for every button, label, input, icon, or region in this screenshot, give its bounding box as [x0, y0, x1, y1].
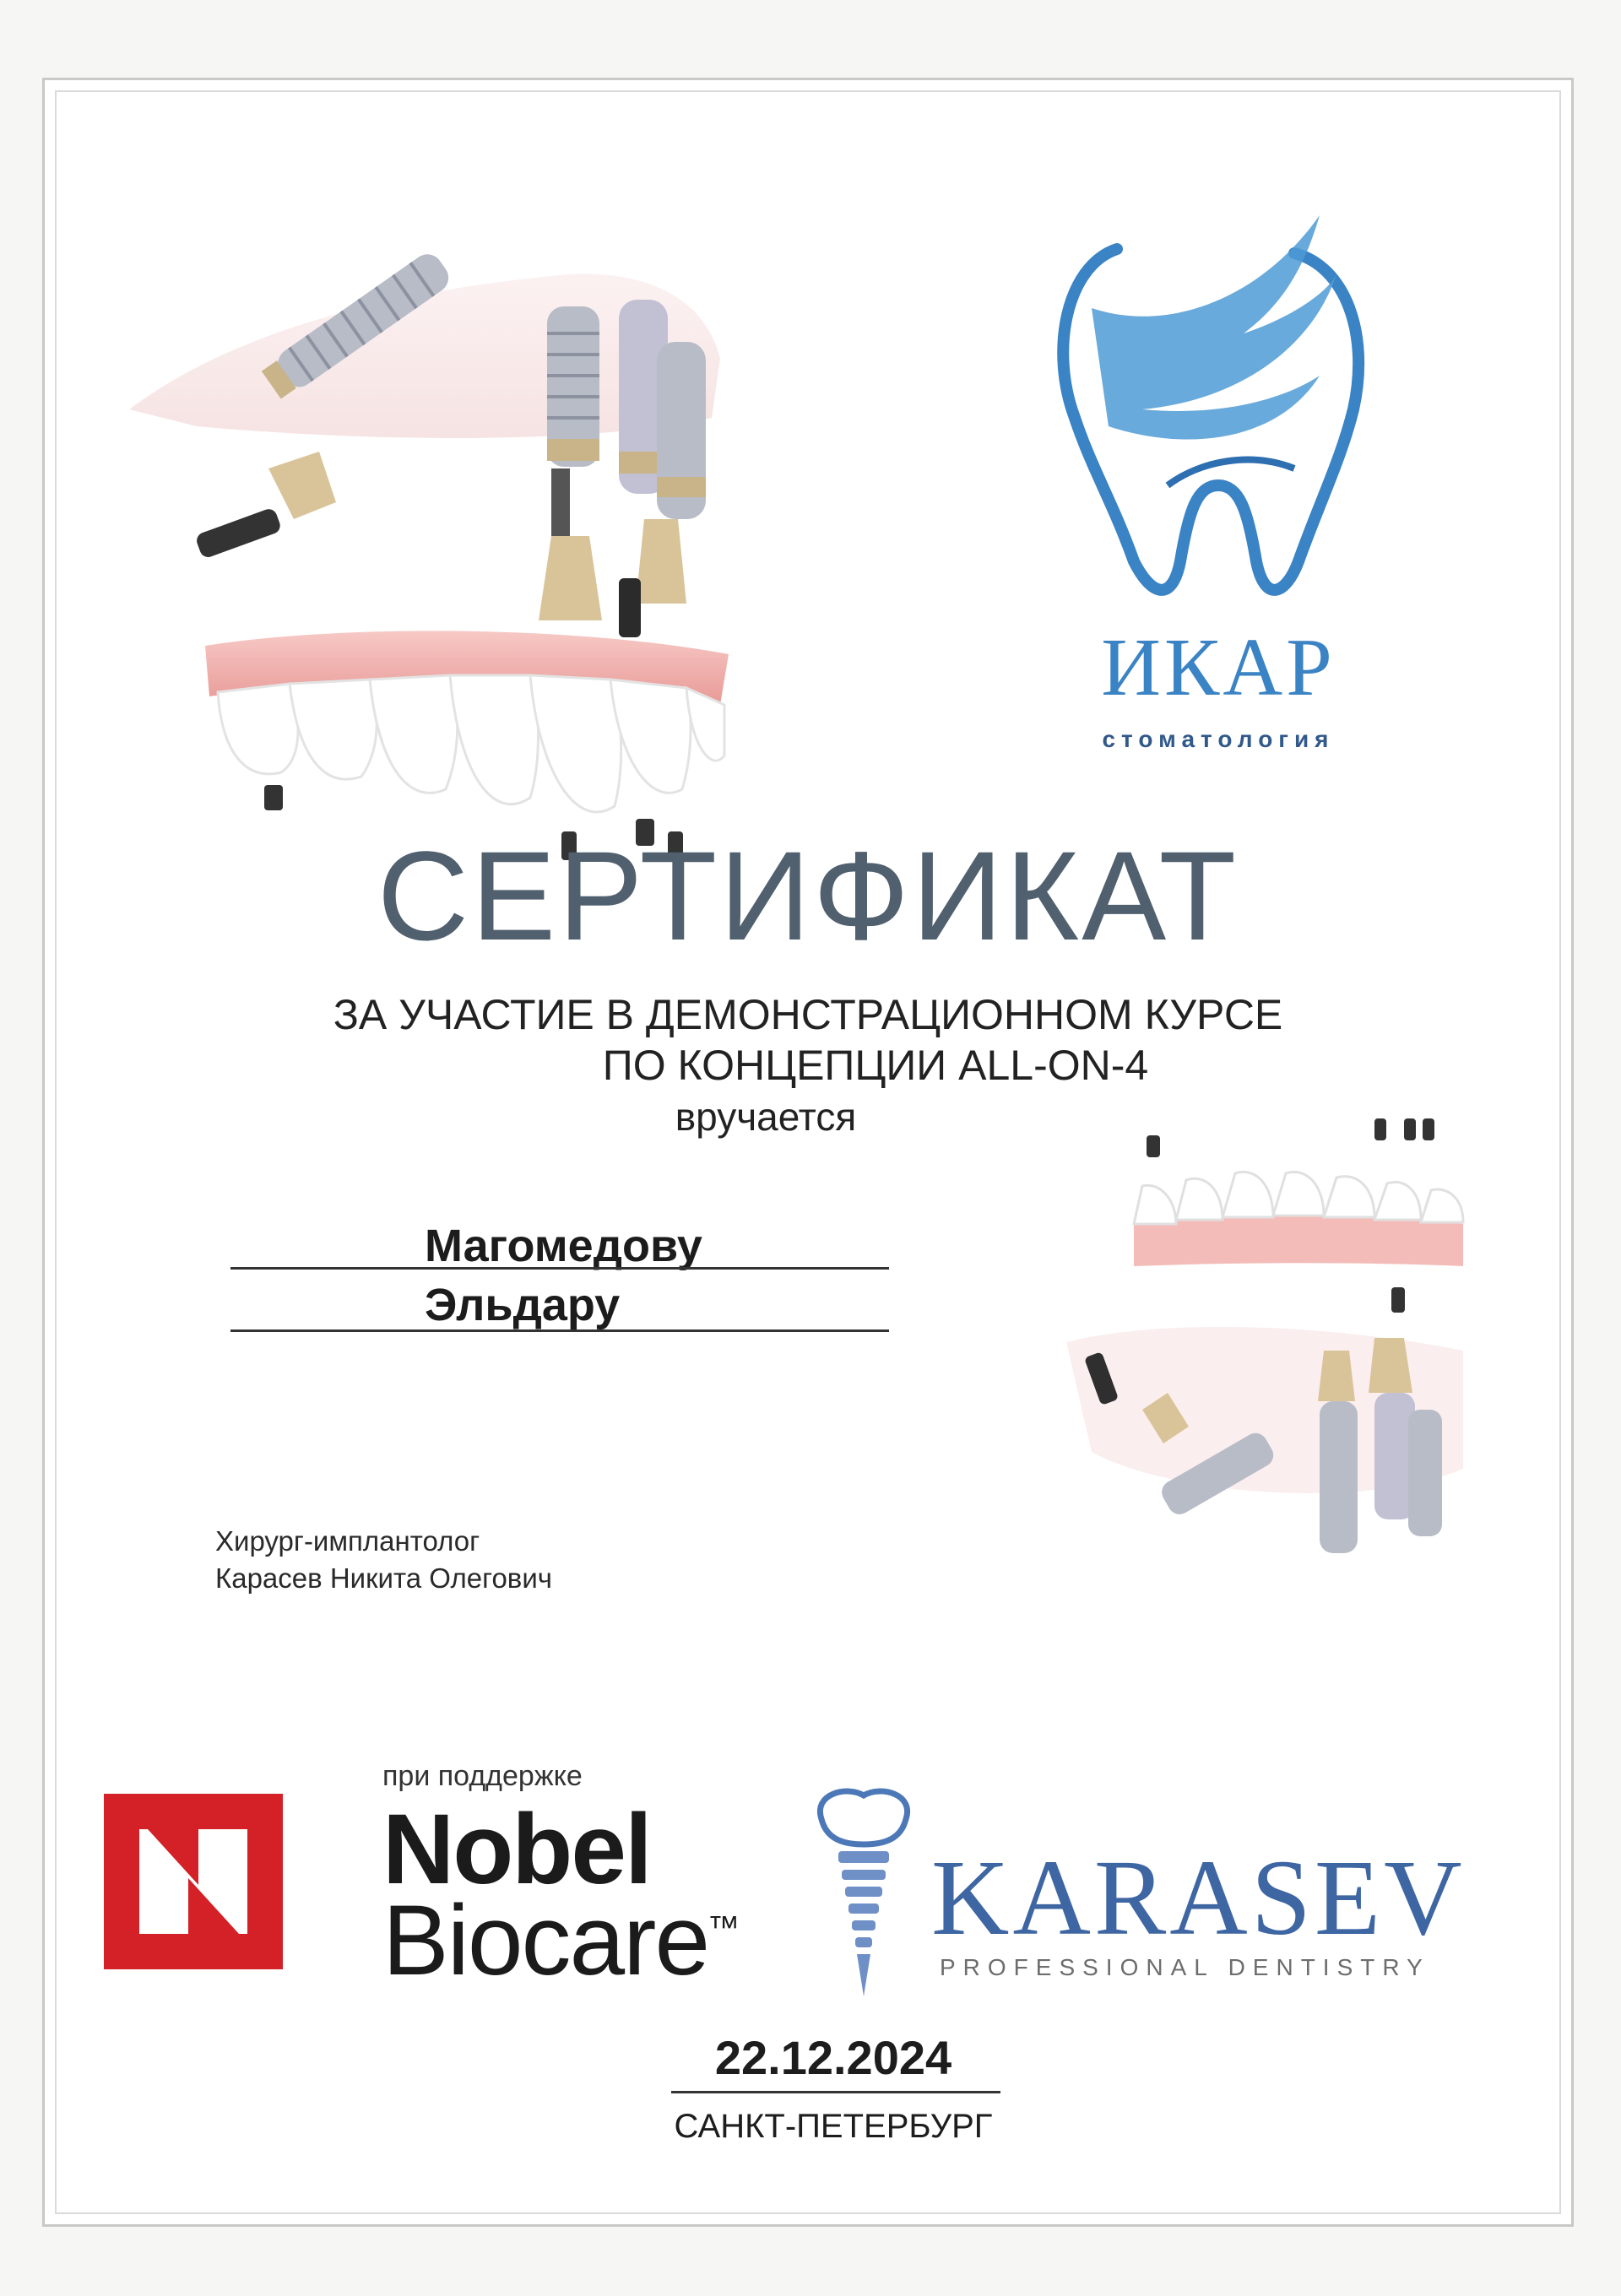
- ikar-logo-word: ИКАР: [1101, 622, 1336, 713]
- recipient-surname: Магомедову: [425, 1221, 702, 1271]
- loose-screw-left: [194, 506, 282, 559]
- signatory-name: Карасев Никита Олегович: [215, 1562, 552, 1594]
- ikar-logo-subtitle: стоматология: [1102, 726, 1335, 752]
- abutment-right: [636, 519, 686, 604]
- recipient-line-2: [230, 1329, 889, 1332]
- vertical-implant-3: [657, 342, 706, 519]
- nobel-n-icon: [95, 1785, 291, 1978]
- karasev-word: KARASEV: [931, 1838, 1466, 1958]
- certificate-city: САНКТ-ПЕТЕРБУРГ: [674, 2108, 993, 2145]
- screw-1: [551, 468, 570, 536]
- ikar-logo: [1016, 207, 1421, 781]
- certificate-date: 22.12.2024: [714, 2031, 952, 2084]
- support-text: при поддержке: [382, 1760, 583, 1792]
- recipient-line-1: [230, 1267, 889, 1270]
- implant-tooth-icon: [805, 1785, 923, 2013]
- implant-illustration-top: [129, 165, 754, 882]
- biocare-word: Biocare: [382, 1885, 709, 1996]
- bridge-teeth: [1134, 1172, 1463, 1224]
- nobel-word: Nobel: [382, 1794, 651, 1905]
- subtitle-line-1: ЗА УЧАСТИЕ В ДЕМОНСТРАЦИОННОМ КУРСЕ: [333, 991, 1283, 1038]
- certificate-sheet: [42, 78, 1574, 2227]
- recipient-name: Эльдару: [425, 1280, 621, 1330]
- implant-illustration-bottom: [1041, 1114, 1472, 1570]
- nobel-biocare-logo: [95, 1760, 754, 1996]
- implant-bottom-3: [1408, 1410, 1442, 1536]
- certificate-title: СЕРТИФИКАТ: [377, 825, 1239, 967]
- subtitle-line-2: ПО КОНЦЕПЦИИ ALL-ON-4: [602, 1042, 1149, 1089]
- awarded-text: вручается: [675, 1095, 857, 1139]
- denture-teeth: [218, 675, 724, 812]
- date-underline: [671, 2091, 1000, 2093]
- abutment-left: [268, 452, 336, 519]
- abutment-mid: [539, 536, 602, 620]
- karasev-logo: [805, 1785, 1548, 2022]
- vertical-implant-1: [547, 306, 599, 467]
- tooth-wing-icon: [1041, 207, 1379, 604]
- screw-2: [619, 578, 641, 637]
- signatory-role: Хирург-имплантолог: [215, 1525, 480, 1557]
- implant-bottom-1: [1320, 1401, 1358, 1553]
- karasev-subtitle: PROFESSIONAL DENTISTRY: [940, 1954, 1430, 1980]
- trademark-sign: ™: [707, 1910, 740, 1946]
